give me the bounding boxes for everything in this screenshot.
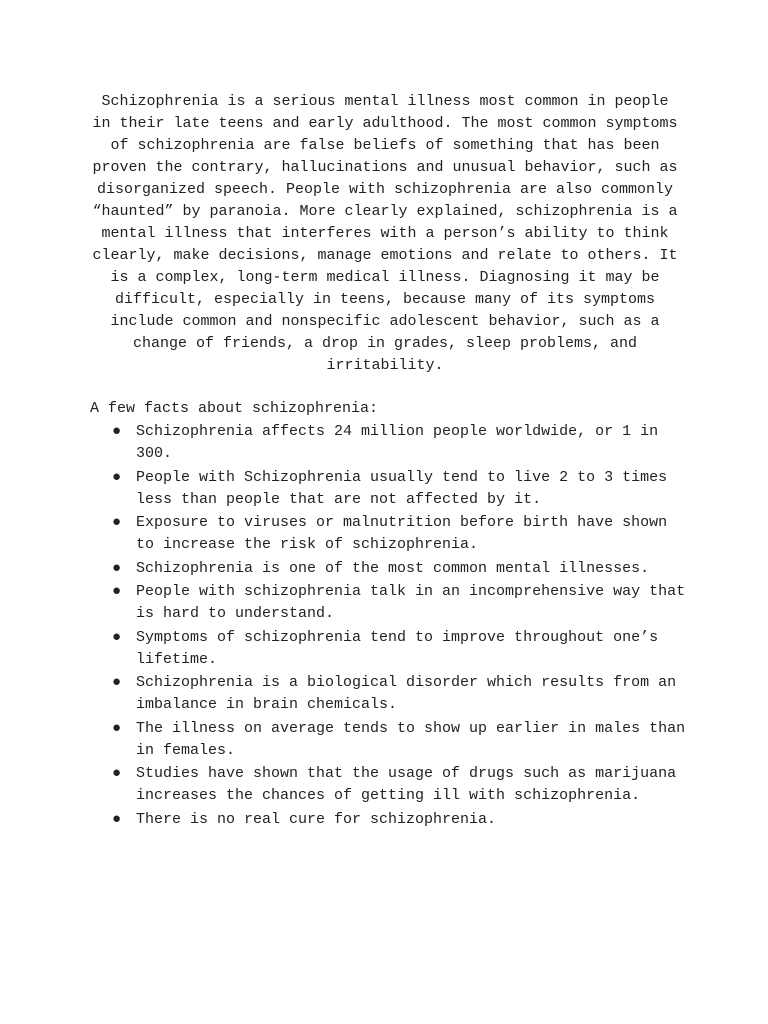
fact-text: People with schizophrenia talk in an incomprehensive way that is hard to understand.: [136, 583, 686, 622]
bullet-icon: ●: [112, 765, 122, 782]
intro-paragraph: Schizophrenia is a serious mental illness most common in people in their late teens and early adulthood. The most common symptoms of schizophrenia are false beliefs of something that has been proven the contrary, hallucinations and unusual behavior, such as disorganized speech. People with schizophrenia are also commonly “haunted” by paranoia. More clearly explained, schizophrenia is a mental illness that interferes with a person’s ability to think clearly, make decisions, manage emotions and relate to others. It is a complex, long-term medical illness. Diagnosing it may be difficult, especially in teens, because many of its symptoms include common and nonspecific adolescent behavior, such as a change of friends, a drop in grades, sleep problems, and irritability.: [92, 93, 678, 374]
bullet-icon: ●: [112, 583, 122, 600]
list-item: [90, 809, 690, 831]
list-item: [90, 763, 690, 807]
bullet-icon: ●: [112, 423, 122, 440]
facts-list: [90, 421, 690, 832]
bullet-icon: ●: [112, 810, 122, 828]
fact-text: Schizophrenia is one of the most common mental illnesses.: [136, 559, 650, 577]
fact-text: The illness on average tends to show up earlier in males than in females.: [136, 719, 686, 759]
fact-text: Symptoms of schizophrenia tend to improve throughout one’s lifetime.: [136, 628, 659, 668]
list-item: [90, 718, 690, 762]
bullet-icon: ●: [112, 719, 122, 737]
fact-text: Exposure to viruses or malnutrition before birth have shown to increase the risk of schizophrenia.: [136, 514, 668, 553]
list-item: [90, 627, 690, 671]
facts-heading: A few facts about schizophrenia:: [90, 400, 379, 417]
list-item: [90, 512, 690, 556]
list-item: [90, 467, 690, 511]
bullet-icon: ●: [112, 628, 122, 646]
bullet-icon: ●: [112, 468, 122, 486]
fact-text: Studies have shown that the usage of drugs such as marijuana increases the chances of getting ill with schizophrenia.: [136, 765, 677, 804]
list-item: [90, 581, 690, 625]
bullet-icon: ●: [112, 559, 122, 577]
fact-text: People with Schizophrenia usually tend to live 2 to 3 times less than people that are not affected by it.: [136, 468, 668, 508]
list-item: [90, 672, 690, 716]
list-item: [90, 421, 690, 465]
fact-text: Schizophrenia is a biological disorder which results from an imbalance in brain chemicals.: [136, 674, 677, 713]
list-item: [90, 558, 690, 580]
fact-text: Schizophrenia affects 24 million people worldwide, or 1 in 300.: [136, 423, 659, 462]
fact-text: There is no real cure for schizophrenia.: [136, 810, 497, 828]
bullet-icon: ●: [112, 514, 122, 531]
bullet-icon: ●: [112, 674, 122, 691]
